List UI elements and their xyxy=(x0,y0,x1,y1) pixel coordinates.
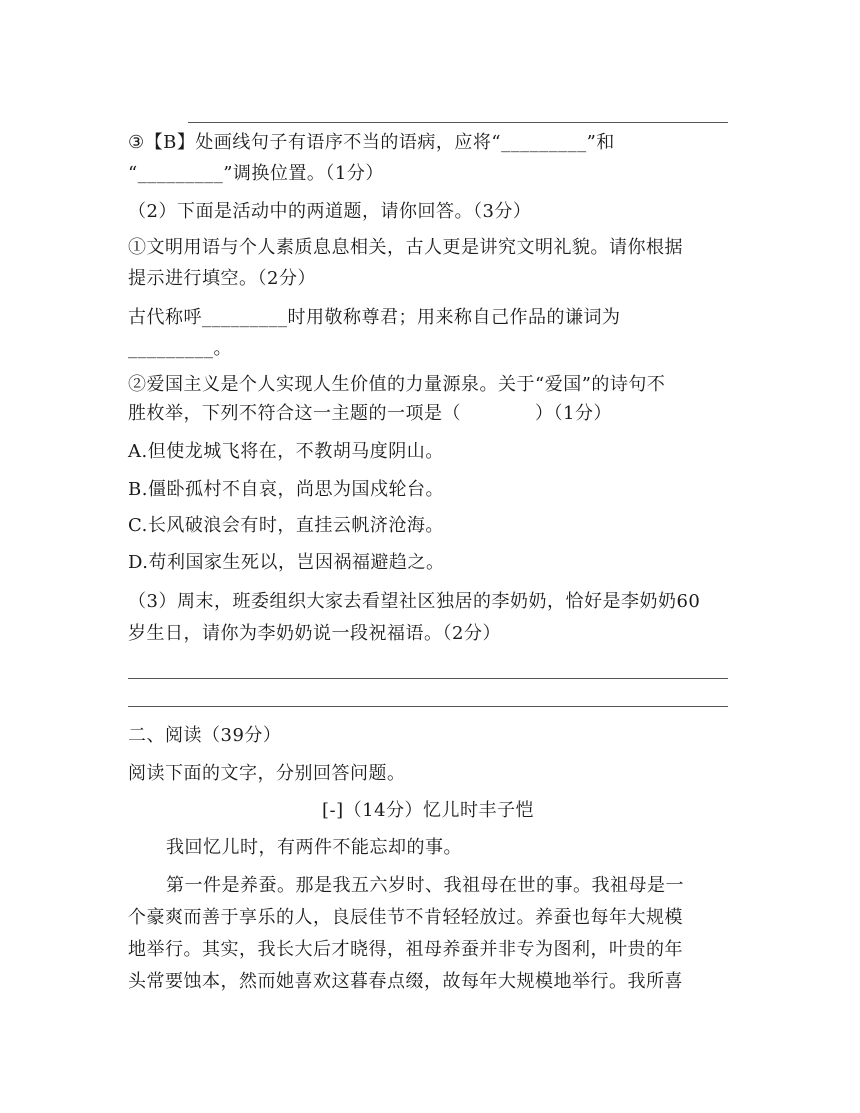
question-2-1-line1: ①文明用语与个人素质息息相关，古人更是讲究文明礼貌。请你根据 xyxy=(128,237,683,258)
question-3-part3-line1: ③【B】处画线句子有语序不当的语病，应将“_________”和 xyxy=(128,132,615,153)
question-3-part3-line2: “_________”调换位置。（1分） xyxy=(128,163,384,184)
option-b: B.僵卧孤村不自哀，尚思为国戍轮台。 xyxy=(128,479,444,500)
question-2-1-line2: 提示进行填空。（2分） xyxy=(128,268,316,289)
question-2-1-fill-line1: 古代称呼_________时用敬称尊君；用来称自己作品的谦词为 xyxy=(128,307,621,328)
paragraph-2-line4: 头常要蚀本，然而她喜欢这暮春点缀，故每年大规模地举行。我所喜 xyxy=(128,971,683,992)
question-2-intro: （2）下面是活动中的两道题，请你回答。（3分） xyxy=(128,201,532,222)
section-2-heading: 二、阅读（39分） xyxy=(128,725,282,746)
answer-line-2 xyxy=(128,706,728,707)
paragraph-2-line1: 第一件是养蚕。那是我五六岁时、我祖母在世的事。我祖母是一 xyxy=(166,875,684,896)
option-c: C.长风破浪会有时，直挂云帆济沧海。 xyxy=(128,515,444,536)
paragraph-1: 我回忆儿时，有两件不能忘却的事。 xyxy=(166,837,462,858)
paragraph-2-line2: 个豪爽而善于享乐的人，良辰佳节不肯轻轻放过。养蚕也每年大规模 xyxy=(128,907,683,928)
section-2-instruction: 阅读下面的文字，分别回答问题。 xyxy=(128,763,406,784)
question-2-2-line1: ②爱国主义是个人实现人生价值的力量源泉。关于“爱国”的诗句不 xyxy=(128,374,666,395)
option-a: A.但使龙城飞将在，不教胡马度阴山。 xyxy=(128,441,444,462)
answer-line-1 xyxy=(128,678,728,679)
question-3-line2: 岁生日，请你为李奶奶说一段祝福语。（2分） xyxy=(128,623,501,644)
paragraph-2-line3: 地举行。其实，我长大后才晓得，祖母养蚕并非专为图利，叶贵的年 xyxy=(128,939,683,960)
answer-line-top xyxy=(188,122,728,123)
option-d: D.苟利国家生死以，岂因祸福避趋之。 xyxy=(128,552,445,573)
question-3-line1: （3）周末，班委组织大家去看望社区独居的李奶奶，恰好是李奶奶60 xyxy=(128,591,701,612)
passage-title: [-]（14分）忆儿时丰子恺 xyxy=(321,800,535,821)
question-2-1-fill-line2: _________。 xyxy=(128,338,232,359)
question-2-2-line2: 胜枚举，下列不符合这一主题的一项是（ ）（1分） xyxy=(128,403,612,424)
